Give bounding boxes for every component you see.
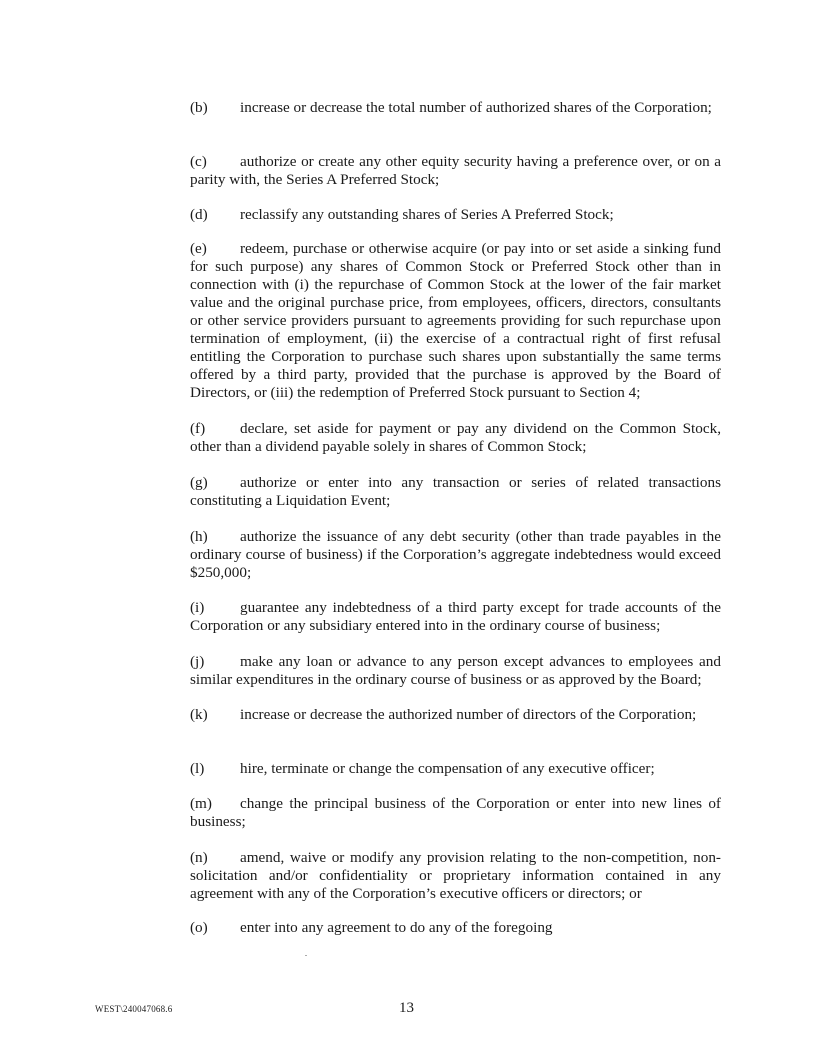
clause-first-line [95, 474, 721, 510]
clause-label: (e) [190, 240, 207, 257]
clause-d [95, 206, 721, 224]
clause-first-line [95, 153, 721, 189]
clause-f [95, 420, 721, 456]
clause-label: (j) [190, 653, 205, 670]
clause-text: increase or decrease the authorized number of directors of the Corporation; [240, 706, 697, 723]
clause-text: reclassify any outstanding shares of Series A Preferred Stock; [240, 206, 614, 223]
clause-e [95, 240, 721, 402]
clause-text: guarantee any indebtedness of a third party except for trade accounts of the Corporation or any subsidiary entered into in the ordinary course of business; [190, 599, 721, 634]
clause-label: (n) [190, 849, 208, 866]
clause-label: (m) [190, 795, 212, 812]
clause-first-line [95, 795, 721, 831]
clause-text: redeem, purchase or otherwise acquire (or pay into or set aside a sinking fund for such purpose) any shares of Common Stock or Preferred Stock other than in connection with (i) the repurchase of Common Stock at the lower of the fair market value and the original purchase price, from employees, officers, directors, consultants or other service providers pursuant to agreements providing for such repurchase upon termination of employment, (ii) the exercise of a contractual right of first refusal entitling the Corporation to purchase such shares upon substantially the same terms offered by a third party, provided that the purchase is approved by the Board of Directors, or (iii) the redemption of Preferred Stock pursuant to Section 4; [190, 240, 721, 401]
clause-first-line [95, 919, 721, 937]
clause-text: make any loan or advance to any person except advances to employees and similar expenditures in the ordinary course of business or as approved by the Board; [190, 653, 721, 688]
scan-speck [305, 955, 307, 956]
clause-label: (f) [190, 420, 206, 437]
clause-first-line [95, 420, 721, 456]
clause-first-line [95, 599, 721, 635]
clause-text: hire, terminate or change the compensation of any executive officer; [240, 760, 655, 777]
clause-label: (h) [190, 528, 208, 545]
clause-g [95, 474, 721, 510]
clause-text: change the principal business of the Corporation or enter into new lines of business; [190, 795, 721, 830]
clause-first-line [95, 706, 721, 724]
clause-label: (i) [190, 599, 205, 616]
clause-first-line [95, 849, 721, 903]
clause-m [95, 795, 721, 831]
clause-first-line [95, 760, 721, 778]
clause-k [95, 706, 721, 724]
clause-first-line [95, 528, 721, 582]
clause-b [95, 99, 721, 117]
clause-text: authorize or create any other equity security having a preference over, or on a parity with, the Series A Preferred Stock; [190, 153, 721, 188]
clause-label: (c) [190, 153, 207, 170]
clause-l [95, 760, 721, 778]
clause-first-line [95, 206, 721, 224]
clause-label: (g) [190, 474, 208, 491]
clause-label: (d) [190, 206, 208, 223]
clause-i [95, 599, 721, 635]
clause-first-line [95, 240, 721, 402]
clause-text: increase or decrease the total number of authorized shares of the Corporation; [240, 99, 712, 116]
clause-text: authorize the issuance of any debt security (other than trade payables in the ordinary course of business) if the Corporation’s aggregate indebtedness would exceed $250,000; [190, 528, 721, 581]
clause-text: amend, waive or modify any provision relating to the non-competition, non-solicitation and/or confidentiality or proprietary information contained in any agreement with any of the Corporation’s executive officers or directors; or [190, 849, 721, 902]
clause-h [95, 528, 721, 582]
document-id: WEST\240047068.6 [95, 1004, 173, 1014]
clause-c [95, 153, 721, 189]
clause-label: (b) [190, 99, 208, 116]
page-number: 13 [399, 1000, 414, 1016]
clause-label: (o) [190, 919, 208, 936]
clause-first-line [95, 653, 721, 689]
clause-n [95, 849, 721, 903]
clause-label: (k) [190, 706, 208, 723]
clause-o [95, 919, 721, 937]
clause-label: (l) [190, 760, 205, 777]
clause-text: enter into any agreement to do any of the foregoing [240, 919, 553, 936]
clause-first-line [95, 99, 721, 117]
clause-text: declare, set aside for payment or pay any dividend on the Common Stock, other than a dividend payable solely in shares of Common Stock; [190, 420, 721, 455]
clause-text: authorize or enter into any transaction or series of related transactions constituting a Liquidation Event; [190, 474, 721, 509]
clause-j [95, 653, 721, 689]
